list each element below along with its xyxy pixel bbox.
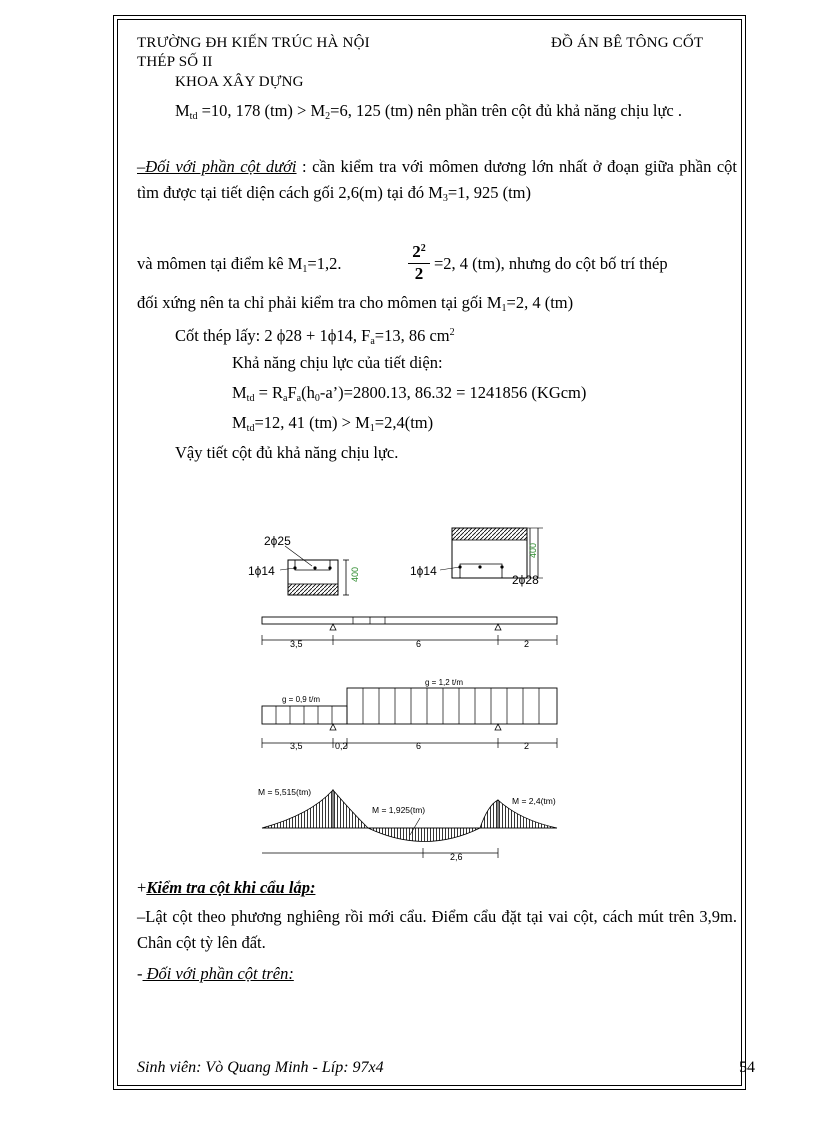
dim2-d: 2: [524, 741, 530, 751]
moment-support-text: và mômen tại điểm kê $M_1=1,2$.: [137, 254, 342, 275]
moment-left-label: M = 5,515(tm): [258, 787, 312, 797]
conclusion-text: Vậy tiết cột đủ khả năng chịu lực.: [175, 443, 399, 462]
upper-column-heading: - Đối với phần cột trên:: [137, 964, 294, 983]
structural-figure: [240, 520, 580, 870]
dim1-a: 3,5: [290, 639, 303, 649]
dim2-c: 6: [416, 741, 422, 751]
header-department: KHOA XÂY DỰNG: [175, 74, 304, 90]
capacity-heading: Khả năng chịu lực của tiết diện:: [232, 353, 443, 372]
header-project-cont: THÉP SỐ II: [137, 54, 213, 70]
paragraph-mtd-upper: $M_{td} =10$, 178 $(tm) > M_2=6$, 125 (tm) nên phần trên cột đủ khả năng chịu lực .: [175, 101, 682, 122]
cross-section-1: [248, 534, 360, 595]
cross-section-2: [410, 528, 543, 587]
header-project: ĐỒ ÁN BÊ TÔNG CỐT: [551, 35, 704, 51]
moment-support-text-cont: =2, 4 (tm), nhưng do cột bố trí thép: [434, 254, 668, 273]
load-left-label: g = 0,9 t/m: [282, 695, 321, 704]
dim2-a: 3,5: [290, 741, 303, 751]
header-school: TRƯỜNG ĐH KIẾN TRÚC HÀ NỘI: [137, 35, 370, 51]
lower-column-label: –Đối với phần cột dưới: [137, 157, 297, 176]
section2-side-rebar: 1ϕ14: [410, 564, 437, 578]
capacity-check: $M_{td}=12$, 41 $(tm) > M_1=2,4(tm)$: [232, 413, 434, 434]
capacity-formula: $M_{td}$ = $R_aF_a(h_0-a’)=2800.13$, 86.32 = 1241856 (KGcm): [232, 383, 587, 404]
load-right-label: g = 1,2 t/m: [425, 678, 464, 687]
section1-side-rebar: 1ϕ14: [248, 564, 275, 578]
section2-bottom-rebar: 2ϕ28: [512, 573, 539, 587]
moment-right-label: M = 2,4(tm): [512, 796, 556, 806]
section1-top-rebar: 2ϕ25: [264, 534, 291, 548]
crane-paragraph: –Lật cột theo phương nghiêng rồi mới cẩu. Điểm cẩu đặt tại vai cột, cách mút trên 3,9m. Chân cột tỳ lên đất.: [137, 907, 737, 952]
paragraph-lower-column: –Đối với phần cột dưới : cần kiểm tra với mômen dương lớn nhất ở đoạn giữa phần cột tìm được tại tiết diện cách gối 2,6(m) tại đó $M_3=1$, 925 (tm): [137, 157, 737, 204]
dim1-b: 6: [416, 639, 422, 649]
dim3: 2,6: [450, 852, 463, 862]
load-diagram: [262, 678, 557, 751]
rebar-selection: Cốt thép lấy: 2 ϕ28 + 1ϕ14, $F_a=13$, 86 $cm^2$: [175, 326, 455, 347]
fraction: $\frac{2^2}{2}$: [408, 238, 430, 284]
symmetry-text: đối xứng nên ta chỉ phải kiểm tra cho mômen tại gối $M_1=2$, 4 (tm): [137, 293, 574, 314]
dim2-b: 0,2: [335, 741, 348, 751]
section2-dim: 400: [528, 542, 538, 558]
crane-check-heading: +Kiểm tra cột khi cẩu lắp:: [137, 878, 316, 897]
moment-mid-label: M = 1,925(tm): [372, 805, 426, 815]
footer-student: Sinh viên: Vò Quang Minh - Líp: 97x4: [137, 1059, 384, 1076]
page-number: 54: [739, 1059, 755, 1076]
moment-diagram: [258, 787, 557, 862]
dim1-c: 2: [524, 639, 530, 649]
beam-diagram: [262, 617, 557, 649]
section1-dim: 400: [350, 566, 360, 582]
